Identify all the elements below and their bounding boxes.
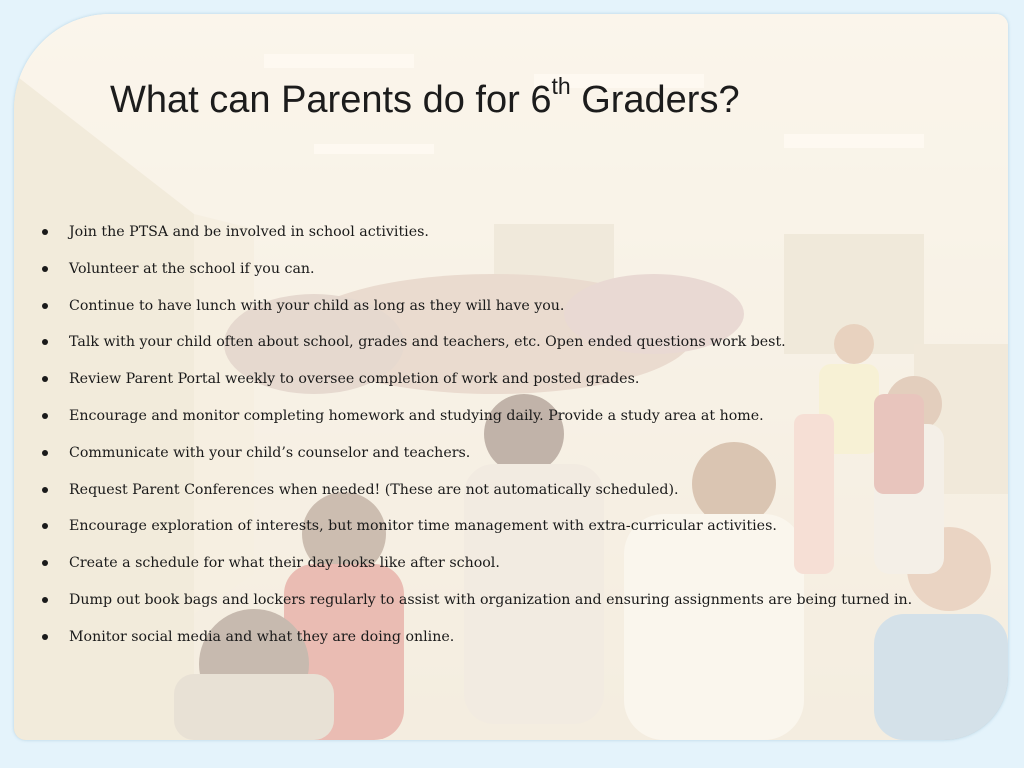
bullet-list [42,218,992,660]
list-item [42,218,992,255]
list-item [42,255,992,292]
list-item [42,328,992,365]
bullet-text: Talk with your child often about school, grades and teachers, etc. Open ended questions work best. [69,334,786,351]
bullet-icon [42,560,48,566]
bullet-icon [42,303,48,309]
list-item [42,402,992,439]
bullet-icon [42,376,48,382]
list-item [42,512,992,549]
list-item [42,439,992,476]
list-item [42,292,992,329]
slide-title-superscript: th [551,73,571,99]
bullet-text: Volunteer at the school if you can. [69,260,315,277]
list-item [42,476,992,513]
bullet-text: Encourage exploration of interests, but monitor time management with extra-curricular activities. [69,518,777,535]
list-item [42,623,992,660]
bullet-text: Communicate with your child’s counselor and teachers. [69,444,471,461]
bullet-text: Monitor social media and what they are doing online. [69,628,455,645]
slide-title-main: What can Parents do for 6 [110,79,552,121]
bullet-text: Encourage and monitor completing homework and studying daily. Provide a study area at home. [69,407,764,424]
slide-title [110,73,970,122]
bullet-icon [42,339,48,345]
bullet-icon [42,523,48,529]
slide-frame [14,14,1008,740]
bullet-icon [42,634,48,640]
bullet-icon [42,413,48,419]
bullet-icon [42,229,48,235]
bullet-icon [42,450,48,456]
bullet-text: Review Parent Portal weekly to oversee completion of work and posted grades. [69,371,640,388]
bullet-icon [42,597,48,603]
bullet-icon [42,266,48,272]
list-item [42,549,992,586]
list-item [42,586,992,623]
bullet-icon [42,487,48,493]
bullet-text: Create a schedule for what their day looks like after school. [69,555,500,572]
slide-title-end: Graders? [570,79,740,121]
bullet-text: Join the PTSA and be involved in school activities. [69,224,429,240]
bullet-text: Continue to have lunch with your child as long as they will have you. [69,297,565,314]
bullet-text: Dump out book bags and lockers regularly to assist with organization and ensuring assignments are being turned in. [69,591,913,608]
bullet-text: Request Parent Conferences when needed! (These are not automatically scheduled). [69,481,679,498]
list-item [42,365,992,402]
